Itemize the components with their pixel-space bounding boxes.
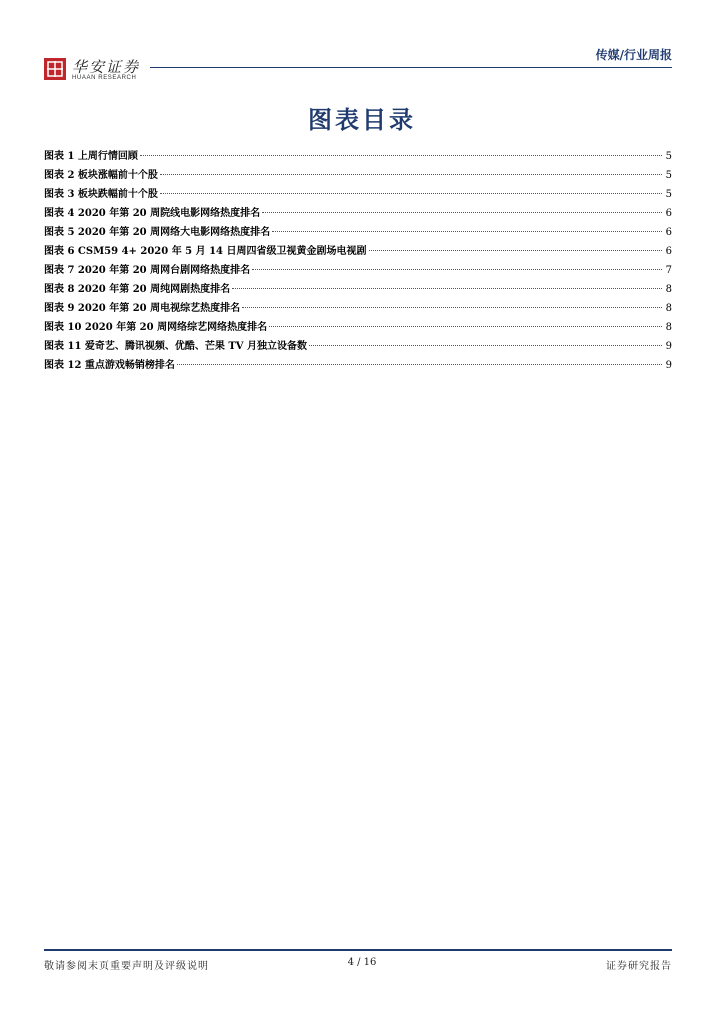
footer-disclaimer: 敬请参阅末页重要声明及评级说明 — [44, 961, 209, 972]
toc-dot-leader — [177, 363, 662, 365]
page-indicator: 4 / 16 — [347, 957, 377, 968]
toc-entry[interactable] — [44, 299, 672, 318]
toc-entry-page: 7 — [665, 265, 672, 276]
toc-dot-leader — [252, 268, 662, 270]
toc-entry-page: 5 — [665, 170, 672, 181]
toc-entry[interactable] — [44, 356, 672, 375]
toc-dot-leader — [160, 192, 662, 194]
toc-entry-label: 图表 5 2020 年第 20 周网络大电影网络热度排名 — [44, 227, 271, 238]
header-divider — [150, 67, 672, 68]
logo-chinese-name: 华安证券 — [72, 58, 141, 76]
toc-entry-page: 9 — [665, 341, 672, 352]
toc-entry[interactable] — [44, 318, 672, 337]
toc-entry[interactable] — [44, 242, 672, 261]
toc-dot-leader — [272, 230, 662, 232]
toc-entry[interactable] — [44, 337, 672, 356]
footer-divider — [44, 949, 672, 951]
toc-entry-label: 图表 8 2020 年第 20 周纯网剧热度排名 — [44, 284, 231, 295]
toc-dot-leader — [140, 154, 662, 156]
toc-entry[interactable] — [44, 261, 672, 280]
logo-english-name: HUAAN RESEARCH — [72, 75, 137, 81]
toc-dot-leader — [160, 173, 662, 175]
header-category-tag: 传媒/行业周报 — [595, 48, 672, 62]
toc-entry-page: 6 — [665, 246, 672, 257]
toc-dot-leader — [232, 287, 662, 289]
toc-entry-page: 5 — [665, 151, 672, 162]
toc-entry-label: 图表 6 CSM59 4+ 2020 年 5 月 14 日周四省级卫视黄金剧场电视剧 — [44, 246, 367, 257]
footer-report-type: 证券研究报告 — [606, 961, 672, 972]
toc-entry-label: 图表 4 2020 年第 20 周院线电影网络热度排名 — [44, 208, 261, 219]
toc-entry[interactable] — [44, 147, 672, 166]
toc-entry[interactable] — [44, 185, 672, 204]
toc-dot-leader — [369, 249, 663, 251]
toc-entry-label: 图表 1 上周行情回顾 — [44, 151, 138, 162]
toc-entry-page: 8 — [665, 303, 672, 314]
toc-dot-leader — [262, 211, 662, 213]
toc-entry-page: 8 — [665, 284, 672, 295]
toc-entry-page: 6 — [665, 208, 672, 219]
toc-dot-leader — [309, 344, 662, 346]
table-of-figures — [44, 147, 672, 375]
toc-entry-page: 9 — [665, 360, 672, 371]
toc-entry-page: 6 — [665, 227, 672, 238]
huaan-logo-icon — [44, 58, 66, 80]
toc-entry[interactable] — [44, 204, 672, 223]
toc-entry-label: 图表 12 重点游戏畅销榜排名 — [44, 360, 175, 371]
toc-entry[interactable] — [44, 280, 672, 299]
toc-entry-page: 8 — [665, 322, 672, 333]
toc-dot-leader — [269, 325, 662, 327]
toc-entry-label: 图表 3 板块跌幅前十个股 — [44, 189, 158, 200]
toc-entry-label: 图表 2 板块涨幅前十个股 — [44, 170, 158, 181]
toc-entry[interactable] — [44, 166, 672, 185]
page-title: 图表目录 — [308, 106, 416, 134]
toc-entry-label: 图表 11 爱奇艺、腾讯视频、优酷、芒果 TV 月独立设备数 — [44, 341, 308, 352]
toc-dot-leader — [242, 306, 662, 308]
toc-entry-label: 图表 10 2020 年第 20 周网络综艺网络热度排名 — [44, 322, 268, 333]
toc-entry-label: 图表 9 2020 年第 20 周电视综艺热度排名 — [44, 303, 241, 314]
toc-entry-page: 5 — [665, 189, 672, 200]
toc-entry[interactable] — [44, 223, 672, 242]
toc-entry-label: 图表 7 2020 年第 20 周网台剧网络热度排名 — [44, 265, 251, 276]
